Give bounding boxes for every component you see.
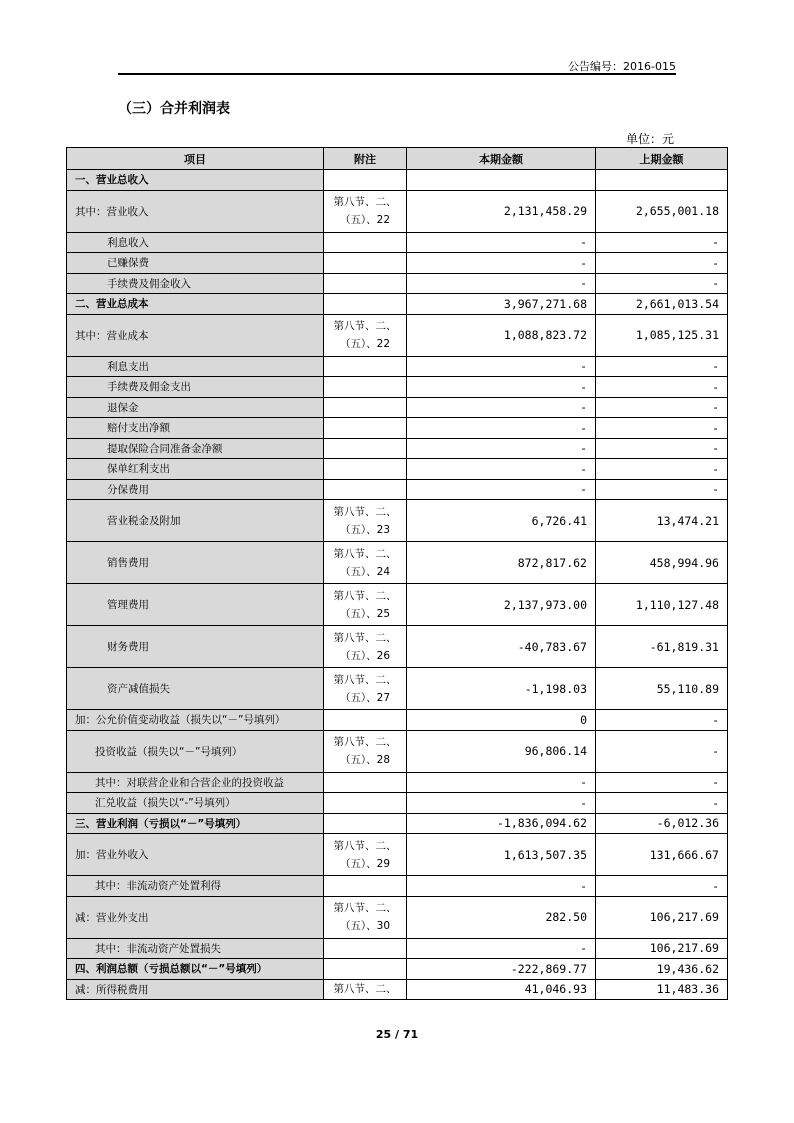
table-row xyxy=(67,190,728,232)
row-item-label: 二、营业总成本 xyxy=(67,294,324,315)
row-note xyxy=(324,772,407,793)
table-row xyxy=(67,979,728,1000)
row-previous-amount: 13,474.21 xyxy=(596,500,728,542)
row-item-label: 三、营业利润（亏损以“－”号填列） xyxy=(67,813,324,834)
row-previous-amount: - xyxy=(596,418,728,439)
row-previous-amount: - xyxy=(596,710,728,731)
row-previous-amount: 1,110,127.48 xyxy=(596,584,728,626)
row-current-amount: 0 xyxy=(407,710,596,731)
row-previous-amount: - xyxy=(596,273,728,294)
row-current-amount: - xyxy=(407,793,596,814)
row-note xyxy=(324,397,407,418)
row-note: 第八节、二、（五）、29 xyxy=(324,834,407,876)
row-previous-amount: - xyxy=(596,876,728,897)
row-note xyxy=(324,959,407,980)
table-row xyxy=(67,813,728,834)
row-item-label: 已赚保费 xyxy=(67,253,324,274)
row-item-label: 四、利润总额（亏损总额以“－”号填列） xyxy=(67,959,324,980)
row-current-amount: 41,046.93 xyxy=(407,979,596,1000)
row-current-amount: -1,198.03 xyxy=(407,668,596,710)
row-current-amount: - xyxy=(407,253,596,274)
table-row xyxy=(67,793,728,814)
row-note: 第八节、二、 xyxy=(324,979,407,1000)
row-note: 第八节、二、（五）、25 xyxy=(324,584,407,626)
table-row xyxy=(67,253,728,274)
section-title: （三）合并利润表 xyxy=(118,101,230,117)
row-current-amount: - xyxy=(407,772,596,793)
table-row xyxy=(67,170,728,191)
row-note xyxy=(324,459,407,480)
table-row xyxy=(67,438,728,459)
row-item-label: 赔付支出净额 xyxy=(67,418,324,439)
row-note xyxy=(324,253,407,274)
row-previous-amount: - xyxy=(596,793,728,814)
row-current-amount: - xyxy=(407,273,596,294)
row-item-label: 其中：非流动资产处置损失 xyxy=(67,938,324,959)
table-row xyxy=(67,418,728,439)
table-row xyxy=(67,459,728,480)
row-current-amount: -1,836,094.62 xyxy=(407,813,596,834)
table-row xyxy=(67,377,728,398)
row-item-label: 加：公允价值变动收益（损失以“－”号填列） xyxy=(67,710,324,731)
row-item-label: 营业税金及附加 xyxy=(67,500,324,542)
row-current-amount: 96,806.14 xyxy=(407,730,596,772)
row-note xyxy=(324,232,407,253)
row-item-label: 分保费用 xyxy=(67,479,324,500)
row-current-amount: - xyxy=(407,479,596,500)
row-current-amount: -40,783.67 xyxy=(407,626,596,668)
row-previous-amount: - xyxy=(596,459,728,480)
row-previous-amount: - xyxy=(596,438,728,459)
row-previous-amount: 2,655,001.18 xyxy=(596,190,728,232)
row-note xyxy=(324,377,407,398)
row-previous-amount: - xyxy=(596,730,728,772)
row-current-amount: - xyxy=(407,418,596,439)
row-current-amount: - xyxy=(407,377,596,398)
row-item-label: 其中：非流动资产处置利得 xyxy=(67,876,324,897)
table-row xyxy=(67,710,728,731)
row-note: 第八节、二、（五）、22 xyxy=(324,190,407,232)
table-row xyxy=(67,938,728,959)
table-row xyxy=(67,626,728,668)
row-previous-amount: 1,085,125.31 xyxy=(596,314,728,356)
row-note xyxy=(324,876,407,897)
table-row xyxy=(67,584,728,626)
currency-unit: 单位：元 xyxy=(625,132,674,146)
row-previous-amount: - xyxy=(596,479,728,500)
row-note: 第八节、二、（五）、27 xyxy=(324,668,407,710)
row-item-label: 减：营业外支出 xyxy=(67,896,324,938)
income-statement-table xyxy=(66,147,728,1000)
row-current-amount: 3,967,271.68 xyxy=(407,294,596,315)
row-current-amount: 2,137,973.00 xyxy=(407,584,596,626)
header-divider xyxy=(118,73,676,75)
row-current-amount: -222,869.77 xyxy=(407,959,596,980)
table-row xyxy=(67,959,728,980)
table-row xyxy=(67,500,728,542)
row-previous-amount: - xyxy=(596,772,728,793)
row-item-label: 利息收入 xyxy=(67,232,324,253)
row-previous-amount: 131,666.67 xyxy=(596,834,728,876)
table-row xyxy=(67,876,728,897)
row-current-amount: - xyxy=(407,438,596,459)
page-number: 25 / 71 xyxy=(375,1028,419,1041)
row-current-amount: - xyxy=(407,232,596,253)
row-note xyxy=(324,273,407,294)
row-note: 第八节、二、（五）、28 xyxy=(324,730,407,772)
row-note xyxy=(324,938,407,959)
column-header-item: 项目 xyxy=(67,148,324,170)
row-item-label: 管理费用 xyxy=(67,584,324,626)
column-header-previous: 上期金额 xyxy=(596,148,728,170)
row-item-label: 保单红利支出 xyxy=(67,459,324,480)
row-item-label: 其中：营业成本 xyxy=(67,314,324,356)
row-note xyxy=(324,710,407,731)
row-previous-amount: - xyxy=(596,397,728,418)
row-item-label: 退保金 xyxy=(67,397,324,418)
row-previous-amount: - xyxy=(596,232,728,253)
row-current-amount xyxy=(407,170,596,191)
table-row xyxy=(67,232,728,253)
row-note xyxy=(324,356,407,377)
row-current-amount: - xyxy=(407,397,596,418)
row-current-amount: - xyxy=(407,876,596,897)
table-header-row xyxy=(67,148,728,170)
row-previous-amount: 2,661,013.54 xyxy=(596,294,728,315)
column-header-current: 本期金额 xyxy=(407,148,596,170)
row-current-amount: 872,817.62 xyxy=(407,542,596,584)
row-previous-amount: 458,994.96 xyxy=(596,542,728,584)
row-note xyxy=(324,294,407,315)
row-item-label: 提取保险合同准备金净额 xyxy=(67,438,324,459)
row-note: 第八节、二、（五）、22 xyxy=(324,314,407,356)
row-item-label: 一、营业总收入 xyxy=(67,170,324,191)
row-current-amount: 282.50 xyxy=(407,896,596,938)
row-item-label: 财务费用 xyxy=(67,626,324,668)
row-previous-amount: - xyxy=(596,356,728,377)
row-current-amount: 2,131,458.29 xyxy=(407,190,596,232)
row-item-label: 加：营业外收入 xyxy=(67,834,324,876)
row-previous-amount: -61,819.31 xyxy=(596,626,728,668)
row-note xyxy=(324,438,407,459)
row-previous-amount: - xyxy=(596,253,728,274)
row-current-amount: - xyxy=(407,459,596,480)
row-previous-amount: 19,436.62 xyxy=(596,959,728,980)
row-current-amount: - xyxy=(407,356,596,377)
row-current-amount: - xyxy=(407,938,596,959)
row-previous-amount xyxy=(596,170,728,191)
row-note xyxy=(324,813,407,834)
table-row xyxy=(67,356,728,377)
row-item-label: 利息支出 xyxy=(67,356,324,377)
announcement-number: 公告编号：2016-015 xyxy=(568,60,676,73)
row-item-label: 资产减值损失 xyxy=(67,668,324,710)
row-previous-amount: 55,110.89 xyxy=(596,668,728,710)
row-note xyxy=(324,170,407,191)
table-row xyxy=(67,896,728,938)
row-previous-amount: - xyxy=(596,377,728,398)
row-previous-amount: -6,012.36 xyxy=(596,813,728,834)
table-row xyxy=(67,273,728,294)
row-note xyxy=(324,479,407,500)
row-previous-amount: 106,217.69 xyxy=(596,938,728,959)
table-row xyxy=(67,772,728,793)
row-note xyxy=(324,793,407,814)
column-header-note: 附注 xyxy=(324,148,407,170)
row-item-label: 减：所得税费用 xyxy=(67,979,324,1000)
row-item-label: 销售费用 xyxy=(67,542,324,584)
row-item-label: 手续费及佣金支出 xyxy=(67,377,324,398)
table-row xyxy=(67,668,728,710)
row-note: 第八节、二、（五）、24 xyxy=(324,542,407,584)
row-item-label: 手续费及佣金收入 xyxy=(67,273,324,294)
table-row xyxy=(67,314,728,356)
row-item-label: 其中：对联营企业和合营企业的投资收益 xyxy=(67,772,324,793)
table-row xyxy=(67,397,728,418)
row-item-label: 投资收益（损失以“－”号填列） xyxy=(67,730,324,772)
table-row xyxy=(67,479,728,500)
row-note: 第八节、二、（五）、26 xyxy=(324,626,407,668)
row-current-amount: 6,726.41 xyxy=(407,500,596,542)
row-current-amount: 1,088,823.72 xyxy=(407,314,596,356)
row-current-amount: 1,613,507.35 xyxy=(407,834,596,876)
table-row xyxy=(67,730,728,772)
row-note: 第八节、二、（五）、30 xyxy=(324,896,407,938)
row-note xyxy=(324,418,407,439)
table-row xyxy=(67,542,728,584)
table-row xyxy=(67,294,728,315)
row-item-label: 汇兑收益（损失以“-”号填列） xyxy=(67,793,324,814)
row-previous-amount: 11,483.36 xyxy=(596,979,728,1000)
row-previous-amount: 106,217.69 xyxy=(596,896,728,938)
row-item-label: 其中：营业收入 xyxy=(67,190,324,232)
table-row xyxy=(67,834,728,876)
row-note: 第八节、二、（五）、23 xyxy=(324,500,407,542)
